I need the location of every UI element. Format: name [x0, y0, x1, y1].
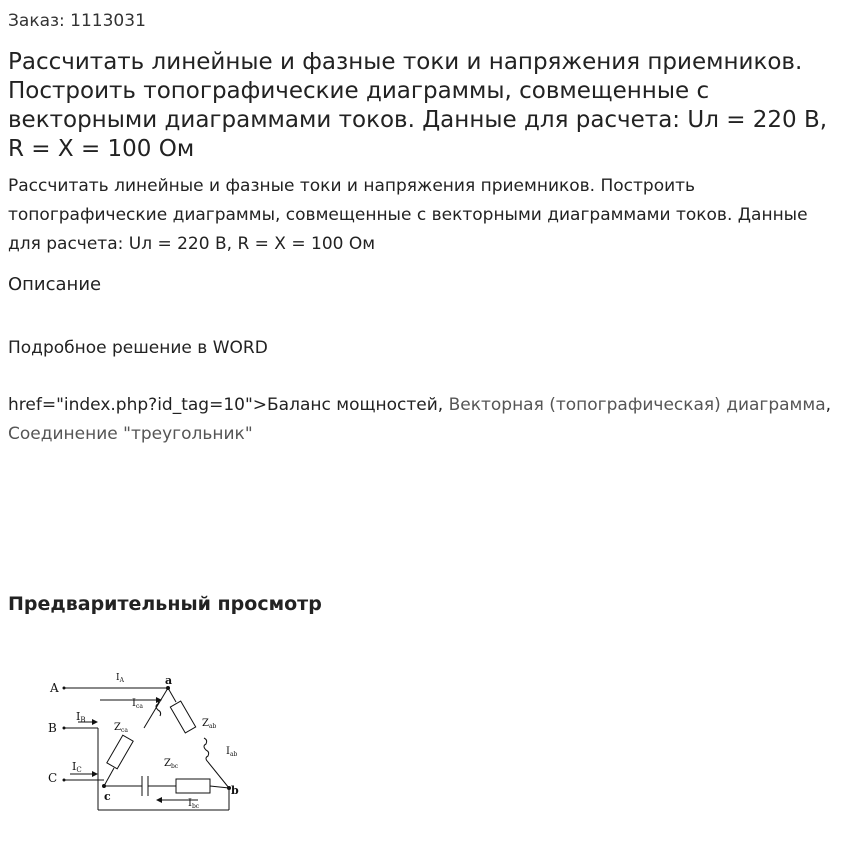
tag-link-vector-diagram[interactable]: Векторная (топографическая) диаграмма [448, 395, 826, 415]
tag-list [8, 391, 838, 449]
tag-raw-prefix: href="index.php?id_tag=10">Баланс мощностей, [8, 395, 449, 415]
current-B-label: IB [76, 710, 86, 724]
description-text: Подробное решение в WORD [8, 338, 268, 358]
impedance-ab-label: $Z_{ab}$ [202, 718, 217, 730]
node-c-label: c [104, 790, 111, 803]
tag-link-delta-connection[interactable]: Соединение "треугольник" [8, 424, 253, 444]
node-a-label: a [165, 674, 173, 687]
current-bc-label: $I_{bc}$ [188, 798, 200, 810]
current-A-label: $I_A$ [116, 673, 124, 684]
node-A-label: A [50, 681, 59, 695]
current-C-label: IC [72, 760, 82, 774]
task-summary: Рассчитать линейные и фазные токи и напряжения приемников. Построить топографические диаграммы, совмещенные с векторными диаграммами токов. Данные для расчета: Uл = 220 В, R = X = 100 Ом [8, 176, 808, 254]
order-number: Заказ: 1113031 [8, 11, 146, 31]
node-B-label: B [48, 721, 57, 735]
node-C-label: C [48, 771, 58, 785]
description-label: Описание [8, 274, 102, 295]
page-title: Рассчитать линейные и фазные токи и напряжения приемников. Построить топографические диаграммы, совмещенные с векторными диаграммами токов. Данные для расчета: Uл = 220 В, R = X = 100 Ом [8, 49, 828, 162]
preview-heading: Предварительный просмотр [8, 593, 322, 615]
current-ca-label: $I_{ca}$ [132, 698, 143, 710]
impedance-ca-label: $Z_{ca}$ [114, 722, 128, 734]
node-b-label: b [231, 784, 239, 797]
circuit-diagram [44, 670, 244, 814]
impedance-bc-label: $Z_{bc}$ [164, 758, 179, 770]
tag-separator: , [825, 395, 832, 415]
current-ab-label: $I_{ab}$ [226, 746, 238, 758]
